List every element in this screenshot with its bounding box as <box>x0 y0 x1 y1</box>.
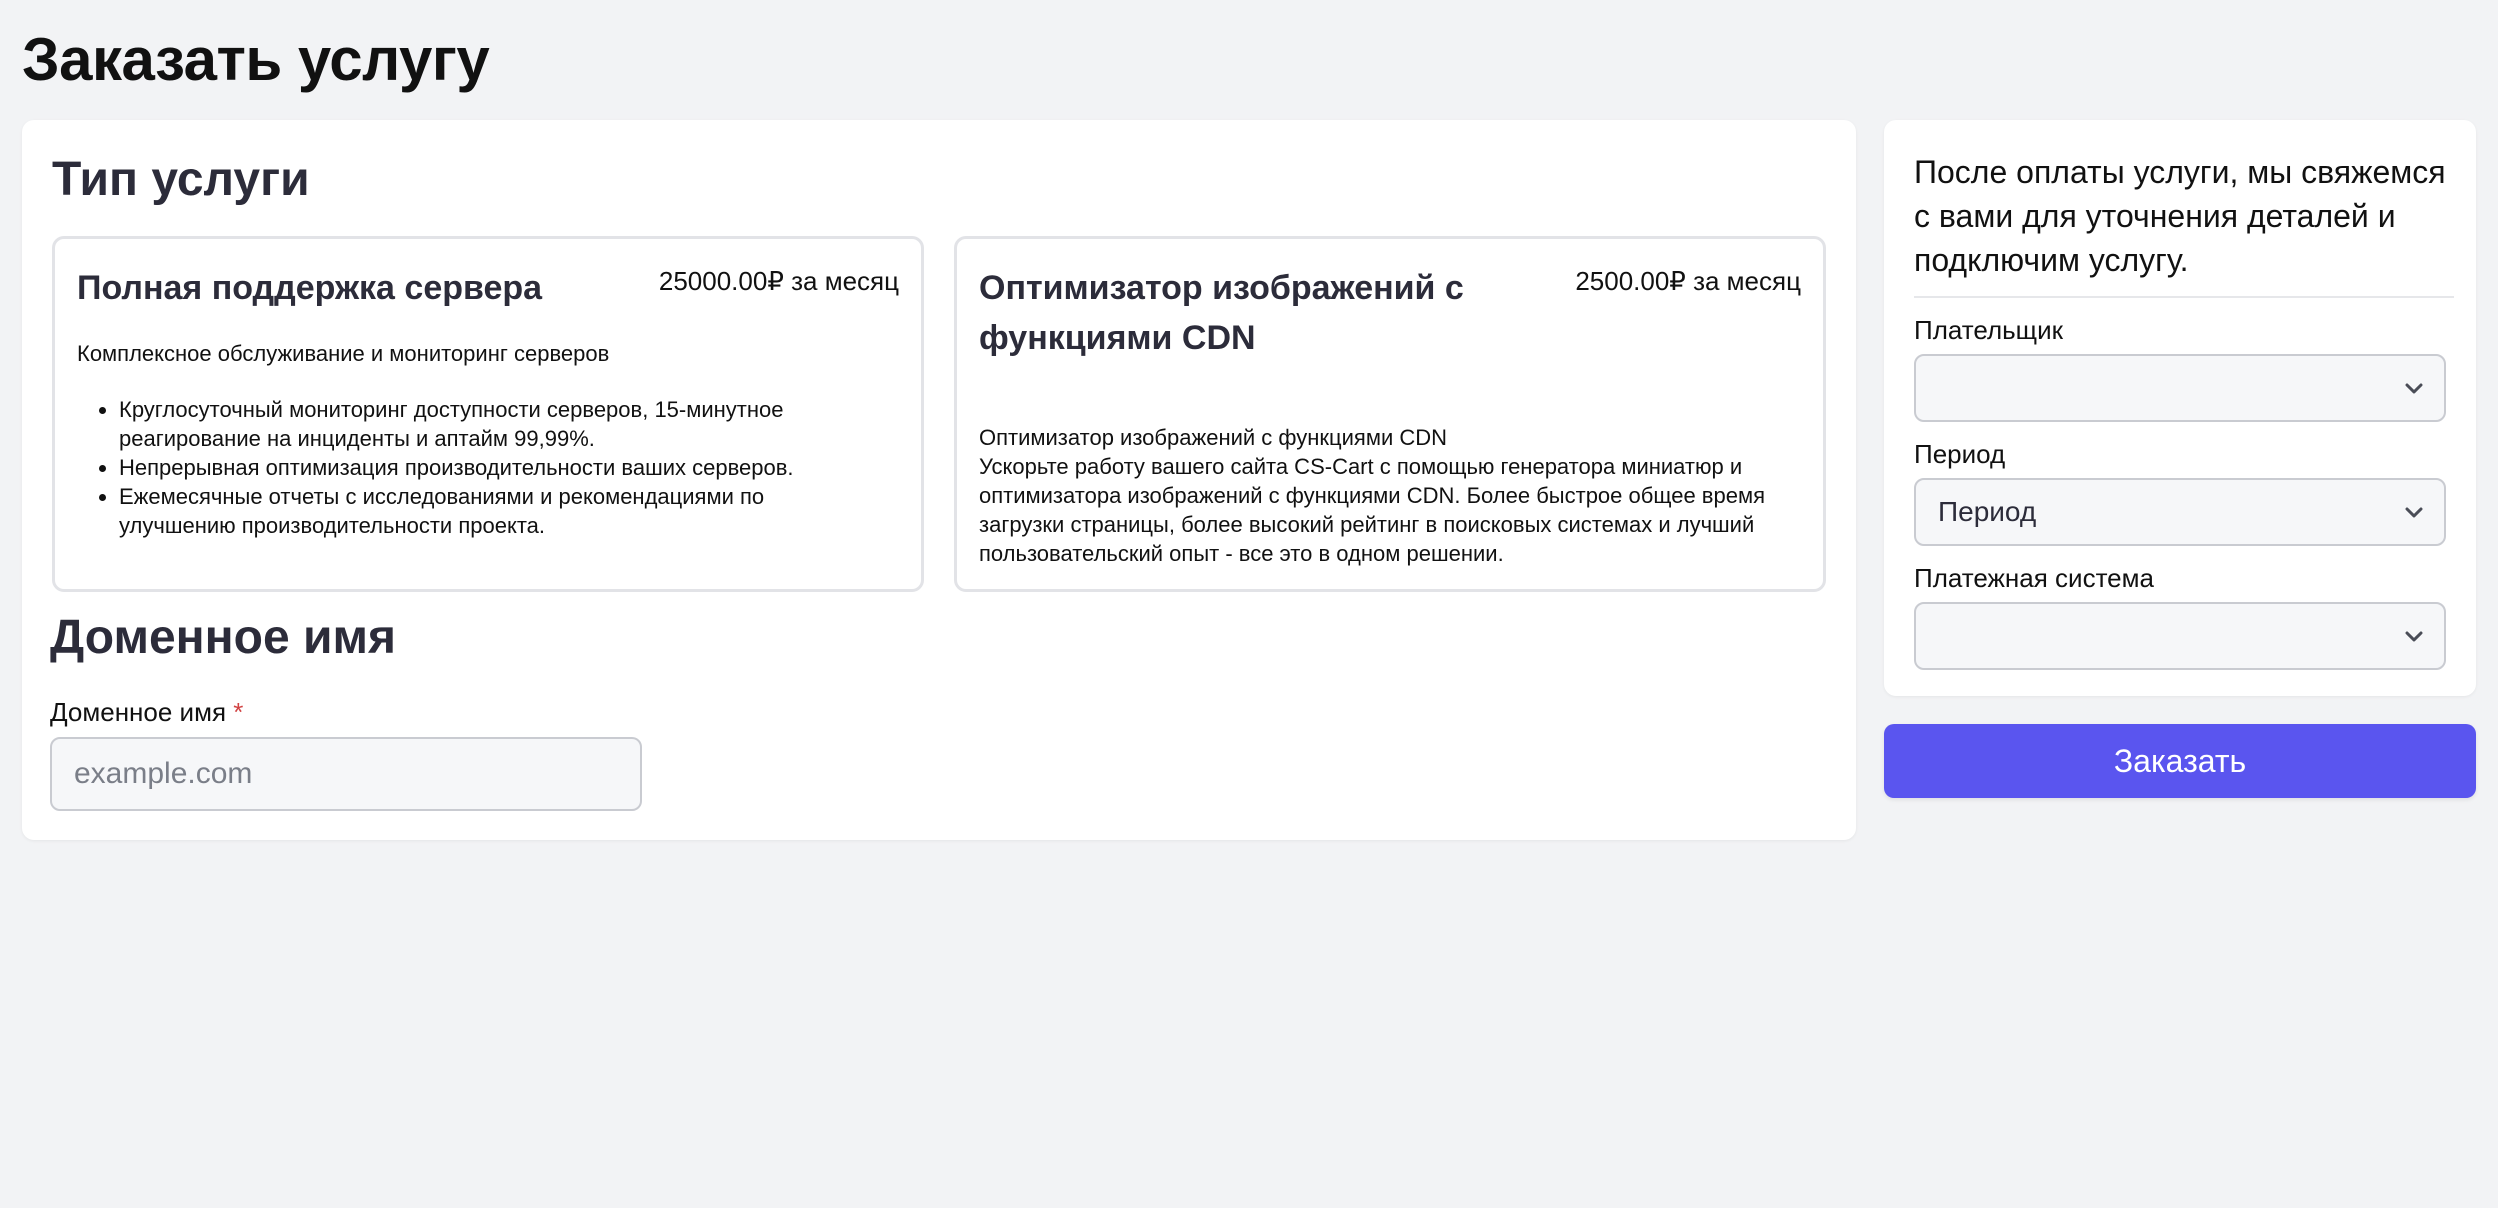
payer-select[interactable] <box>1914 354 2446 422</box>
payment-system-select[interactable] <box>1914 602 2446 670</box>
chevron-down-icon <box>2402 624 2426 648</box>
order-button[interactable]: Заказать <box>1884 724 2476 798</box>
service-description-text: Ускорьте работу вашего сайта CS-Cart с помощью генератора миниатюр и оптимизатора изображений с функциями CDN. Более быстрое общее время загрузки страницы, более высокий рейтинг в поисковых системах и лучший пользовательский опыт - все это в одном решении. <box>979 454 1765 566</box>
feature-item: • Круглосуточный мониторинг доступности серверов, 15-минутное реагирование на инциденты и аптайм 99,99%. <box>119 395 877 453</box>
service-name: Полная поддержка сервера <box>77 269 543 307</box>
service-price: 25000.00₽ за месяц <box>658 266 899 296</box>
period-label: Период <box>1914 439 2006 469</box>
payer-label: Плательщик <box>1914 315 2063 345</box>
period-select-value: Период <box>1938 496 2037 527</box>
service-card-server-support[interactable] <box>52 236 924 592</box>
service-name: Оптимизатор изображений с функциями CDN <box>979 269 1464 357</box>
service-form-card <box>22 120 1856 840</box>
order-sidebar <box>1884 120 2476 696</box>
chevron-down-icon <box>2402 376 2426 400</box>
chevron-down-icon <box>2402 500 2426 524</box>
service-type-heading: Тип услуги <box>52 153 310 206</box>
service-description: Комплексное обслуживание и мониторинг серверов <box>77 341 610 366</box>
required-mark: * <box>233 697 244 727</box>
service-description-line: Оптимизатор изображений с функциями CDN <box>979 425 1448 450</box>
domain-label-text: Доменное имя <box>50 697 227 727</box>
payment-system-label: Платежная система <box>1914 563 2154 593</box>
service-features-list <box>77 395 877 540</box>
domain-heading: Доменное имя <box>50 611 397 664</box>
sidebar-info-text: После оплаты услуги, мы свяжемся с вами для уточнения деталей и подключим услугу. <box>1914 150 2454 298</box>
domain-field-label <box>50 694 243 730</box>
service-price: 2500.00₽ за месяц <box>1575 266 1801 296</box>
page-title: Заказать услугу <box>22 26 490 93</box>
domain-input[interactable] <box>50 737 642 811</box>
period-select[interactable] <box>1914 478 2446 546</box>
feature-item: • Непрерывная оптимизация производительности ваших серверов. <box>119 453 877 482</box>
feature-item: • Ежемесячные отчеты с исследованиями и рекомендациями по улучшению производительности проекта. <box>119 482 877 540</box>
service-card-image-optimizer[interactable] <box>954 236 1826 592</box>
service-description <box>979 423 1799 568</box>
